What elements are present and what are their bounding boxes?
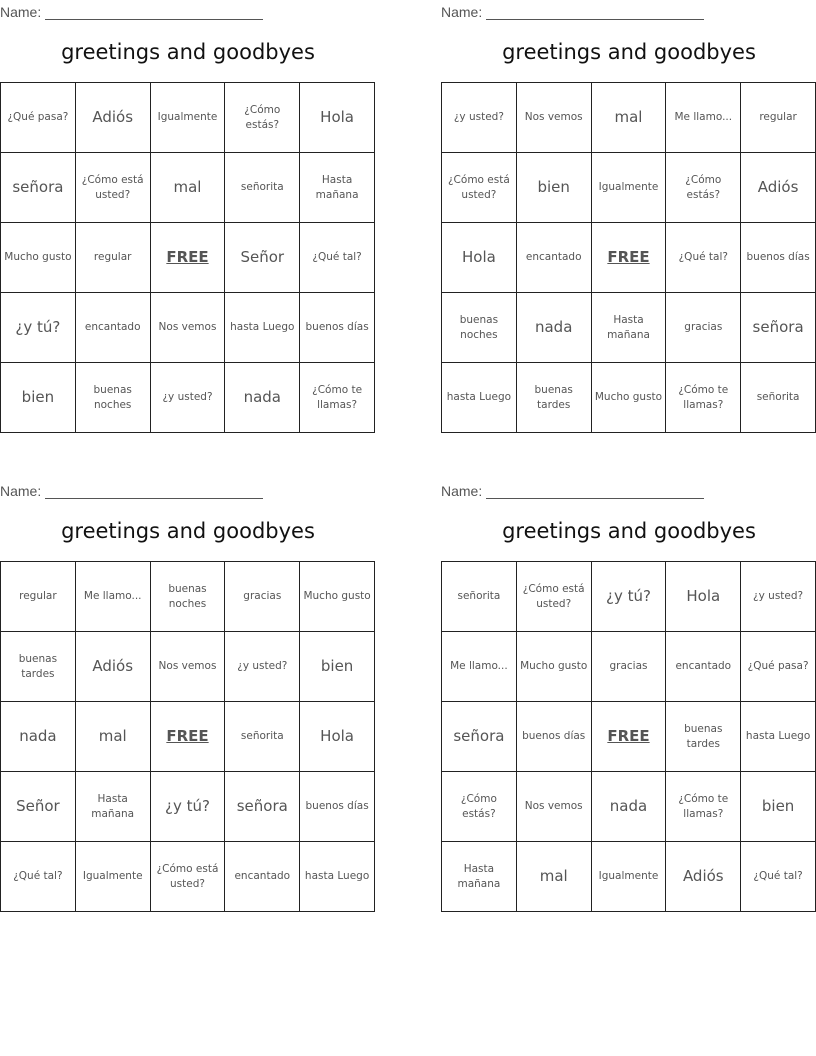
bingo-cell[interactable]: señorita [225, 702, 300, 772]
grid-row [1, 562, 375, 632]
bingo-cell[interactable]: ¿Qué tal? [741, 842, 816, 912]
grid-row [1, 363, 375, 433]
free-space-cell[interactable]: FREE [150, 702, 225, 772]
bingo-cell[interactable]: mal [516, 842, 591, 912]
bingo-grid [441, 561, 816, 912]
name-label: Name: [441, 483, 483, 499]
bingo-cell[interactable]: ¿Cómo estás? [225, 83, 300, 153]
free-space-cell[interactable]: FREE [591, 702, 666, 772]
bingo-cell[interactable]: ¿Qué tal? [666, 223, 741, 293]
bingo-cell[interactable]: ¿y usted? [741, 562, 816, 632]
bingo-cell[interactable]: encantado [516, 223, 591, 293]
bingo-card-2 [441, 0, 816, 440]
card-title: greetings and goodbyes [61, 40, 315, 64]
bingo-cell[interactable]: ¿Cómo te llamas? [666, 772, 741, 842]
bingo-cell[interactable]: gracias [666, 293, 741, 363]
bingo-cell[interactable]: buenas tardes [666, 702, 741, 772]
bingo-cell[interactable]: señorita [741, 363, 816, 433]
bingo-cell[interactable]: ¿y usted? [442, 83, 517, 153]
grid-row [1, 702, 375, 772]
bingo-cell[interactable]: Nos vemos [150, 293, 225, 363]
bingo-cell[interactable]: ¿Cómo estás? [442, 772, 517, 842]
bingo-cell[interactable]: buenos días [516, 702, 591, 772]
bingo-cell[interactable]: buenas noches [442, 293, 517, 363]
bingo-cell[interactable]: bien [300, 632, 375, 702]
bingo-cell[interactable]: Mucho gusto [300, 562, 375, 632]
bingo-cell[interactable]: Hasta mañana [75, 772, 150, 842]
grid-row [1, 83, 375, 153]
grid-row [442, 772, 816, 842]
bingo-cell[interactable]: Mucho gusto [1, 223, 76, 293]
bingo-cell[interactable]: ¿Qué tal? [1, 842, 76, 912]
name-underline [45, 5, 263, 20]
bingo-cell[interactable]: ¿Cómo te llamas? [300, 363, 375, 433]
bingo-cell[interactable]: señora [1, 153, 76, 223]
bingo-card-3 [0, 479, 376, 919]
bingo-cell[interactable]: señora [225, 772, 300, 842]
bingo-cell[interactable]: regular [1, 562, 76, 632]
bingo-cell[interactable]: buenos días [300, 293, 375, 363]
bingo-cell[interactable]: ¿y tú? [1, 293, 76, 363]
bingo-cell[interactable]: ¿Cómo está usted? [442, 153, 517, 223]
name-field[interactable] [0, 481, 263, 499]
card-title: greetings and goodbyes [502, 519, 756, 543]
bingo-grid [441, 82, 816, 433]
bingo-card-1 [0, 0, 376, 440]
bingo-cell[interactable]: Hasta mañana [591, 293, 666, 363]
grid-row [1, 223, 375, 293]
bingo-cell[interactable]: Igualmente [591, 153, 666, 223]
name-label: Name: [0, 483, 42, 499]
grid-row [442, 842, 816, 912]
bingo-cell[interactable]: hasta Luego [225, 293, 300, 363]
grid-row [442, 562, 816, 632]
bingo-cell[interactable]: hasta Luego [741, 702, 816, 772]
bingo-cell[interactable]: ¿y tú? [150, 772, 225, 842]
grid-row [1, 772, 375, 842]
bingo-cell[interactable]: señora [442, 702, 517, 772]
grid-row [442, 363, 816, 433]
bingo-cell[interactable]: Adiós [666, 842, 741, 912]
free-space-cell[interactable]: FREE [591, 223, 666, 293]
bingo-cell[interactable]: ¿y usted? [225, 632, 300, 702]
bingo-cell[interactable]: hasta Luego [442, 363, 517, 433]
bingo-cell[interactable]: Hola [300, 702, 375, 772]
grid-row [442, 153, 816, 223]
bingo-cell[interactable]: mal [150, 153, 225, 223]
bingo-cell[interactable]: bien [741, 772, 816, 842]
bingo-cell[interactable]: Señor [1, 772, 76, 842]
bingo-cell[interactable]: Señor [225, 223, 300, 293]
grid-row [1, 632, 375, 702]
bingo-cell[interactable]: bien [516, 153, 591, 223]
free-space-cell[interactable]: FREE [150, 223, 225, 293]
bingo-cell[interactable]: nada [1, 702, 76, 772]
bingo-cell[interactable]: buenas tardes [516, 363, 591, 433]
bingo-cell[interactable]: Hola [442, 223, 517, 293]
bingo-cell[interactable]: nada [516, 293, 591, 363]
bingo-cell[interactable]: Adiós [75, 632, 150, 702]
bingo-cell[interactable]: gracias [225, 562, 300, 632]
name-field[interactable] [0, 2, 263, 20]
bingo-cell[interactable]: Nos vemos [516, 772, 591, 842]
bingo-cell[interactable]: Me llamo... [666, 83, 741, 153]
grid-row [442, 702, 816, 772]
bingo-cell[interactable]: buenos días [741, 223, 816, 293]
bingo-cell[interactable]: regular [741, 83, 816, 153]
bingo-cell[interactable]: nada [225, 363, 300, 433]
bingo-cell[interactable]: nada [591, 772, 666, 842]
bingo-cell[interactable]: encantado [666, 632, 741, 702]
bingo-grid [0, 82, 375, 433]
bingo-cell[interactable]: Nos vemos [516, 83, 591, 153]
bingo-cell[interactable]: ¿Qué pasa? [1, 83, 76, 153]
bingo-cell[interactable]: Mucho gusto [516, 632, 591, 702]
bingo-cell[interactable]: Adiós [741, 153, 816, 223]
bingo-cell[interactable]: mal [75, 702, 150, 772]
bingo-cell[interactable]: señora [741, 293, 816, 363]
bingo-cell[interactable]: ¿y usted? [150, 363, 225, 433]
bingo-cell[interactable]: encantado [225, 842, 300, 912]
bingo-cell[interactable]: Igualmente [75, 842, 150, 912]
name-field[interactable] [441, 481, 704, 499]
bingo-grid [0, 561, 375, 912]
bingo-cell[interactable]: señorita [225, 153, 300, 223]
bingo-cell[interactable]: Hola [300, 83, 375, 153]
bingo-cell[interactable]: Hasta mañana [442, 842, 517, 912]
bingo-cell[interactable]: ¿Cómo está usted? [150, 842, 225, 912]
grid-row [1, 153, 375, 223]
bingo-cell[interactable]: bien [1, 363, 76, 433]
name-underline [486, 5, 704, 20]
bingo-cell[interactable]: ¿Cómo estás? [666, 153, 741, 223]
bingo-cell[interactable]: ¿Cómo está usted? [516, 562, 591, 632]
grid-row [1, 293, 375, 363]
grid-row [442, 83, 816, 153]
name-underline [45, 484, 263, 499]
card-title: greetings and goodbyes [502, 40, 756, 64]
name-label: Name: [0, 4, 42, 20]
grid-row [442, 293, 816, 363]
bingo-cell[interactable]: ¿Cómo te llamas? [666, 363, 741, 433]
bingo-cell[interactable]: hasta Luego [300, 842, 375, 912]
bingo-cell[interactable]: mal [591, 83, 666, 153]
bingo-cell[interactable]: ¿Cómo está usted? [75, 153, 150, 223]
card-title: greetings and goodbyes [61, 519, 315, 543]
bingo-cell[interactable]: buenas tardes [1, 632, 76, 702]
bingo-cell[interactable]: encantado [75, 293, 150, 363]
bingo-cell[interactable]: buenas noches [150, 562, 225, 632]
grid-row [1, 842, 375, 912]
bingo-cell[interactable]: señorita [442, 562, 517, 632]
bingo-cell[interactable]: ¿y tú? [591, 562, 666, 632]
bingo-cell[interactable]: Igualmente [150, 83, 225, 153]
bingo-cell[interactable]: ¿Qué pasa? [741, 632, 816, 702]
bingo-cell[interactable]: regular [75, 223, 150, 293]
name-field[interactable] [441, 2, 704, 20]
bingo-cell[interactable]: ¿Qué tal? [300, 223, 375, 293]
grid-row [442, 632, 816, 702]
bingo-cell[interactable]: Igualmente [591, 842, 666, 912]
bingo-cell[interactable]: Me llamo... [75, 562, 150, 632]
bingo-cell[interactable]: Hola [666, 562, 741, 632]
bingo-cell[interactable]: buenos días [300, 772, 375, 842]
bingo-card-4 [441, 479, 816, 919]
name-label: Name: [441, 4, 483, 20]
bingo-cell[interactable]: buenas noches [75, 363, 150, 433]
bingo-cell[interactable]: Me llamo... [442, 632, 517, 702]
bingo-cell[interactable]: Nos vemos [150, 632, 225, 702]
name-underline [486, 484, 704, 499]
bingo-cell[interactable]: Adiós [75, 83, 150, 153]
bingo-cell[interactable]: gracias [591, 632, 666, 702]
bingo-cell[interactable]: Hasta mañana [300, 153, 375, 223]
bingo-cell[interactable]: Mucho gusto [591, 363, 666, 433]
grid-row [442, 223, 816, 293]
